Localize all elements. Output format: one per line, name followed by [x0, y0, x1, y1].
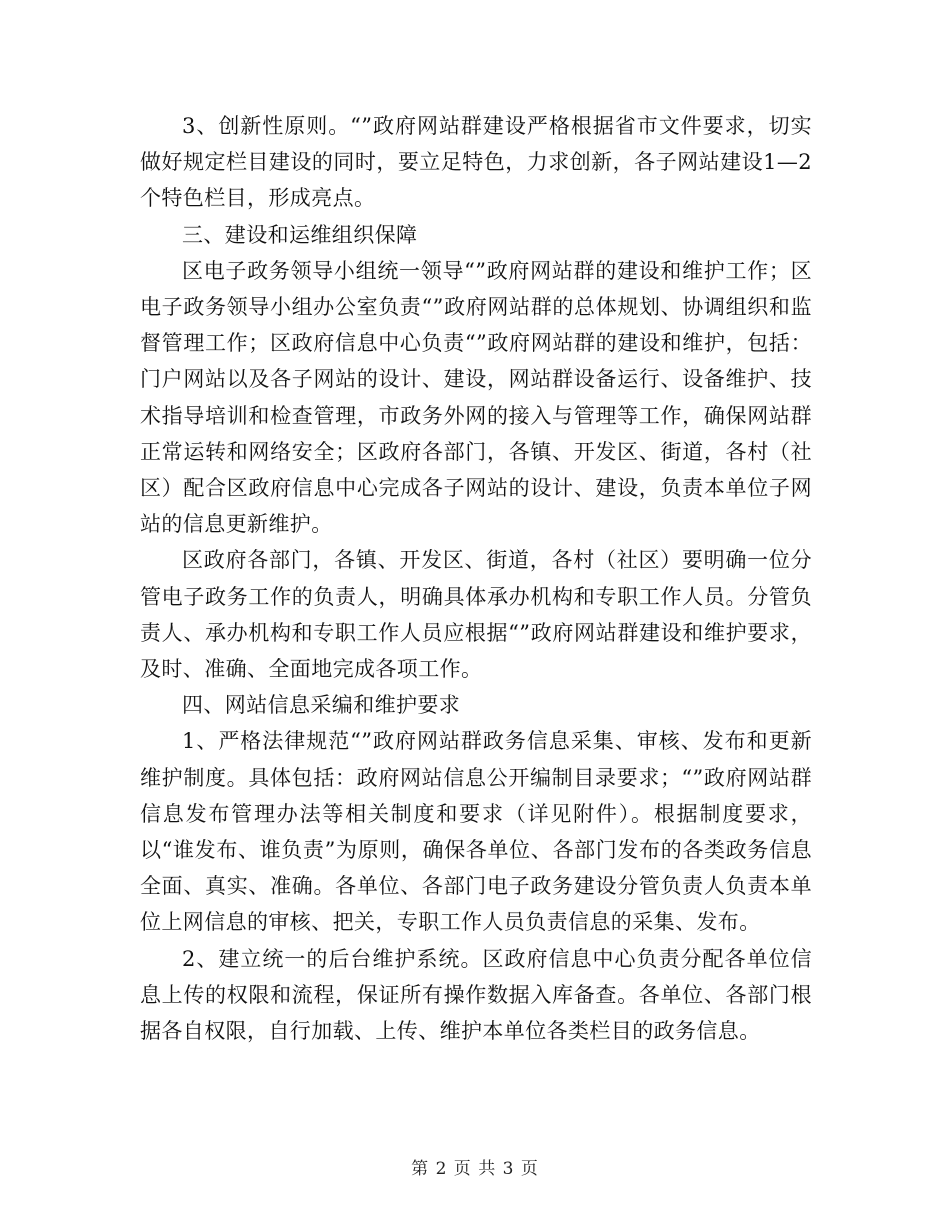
paragraph-organization-duties: 区电子政务领导小组统一领导“”政府网站群的建设和维护工作；区电子政务领导小组办公室负责“”政府网站群的总体规划、协调组织和监督管理工作；区政府信息中心负责“”政府网站群的建设和维护，包括：门户网站以及各子网站的设计、建设，网站群设备运行、设备维护、技术指导培训和检查管理，市政务外网的接入与管理等工作，确保网站群正常运转和网络安全；区政府各部门，各镇、开发区、街道，各村（社区）配合区政府信息中心完成各子网站的设计、建设，负责本单位子网站的信息更新维护。 [140, 258, 812, 537]
paragraph-backend-system: 2、建立统一的后台维护系统。区政府信息中心负责分配各单位信息上传的权限和流程，保证所有操作数据入库备查。各单位、各部门根据各自权限，自行加载、上传、维护本单位各类栏目的政务信息。 [140, 946, 812, 1044]
document-body [140, 108, 812, 1049]
paragraph-department-responsibility: 区政府各部门，各镇、开发区、街道，各村（社区）要明确一位分管电子政务工作的负责人，明确具体承办机构和专职工作人员。分管负责人、承办机构和专职工作人员应根据“”政府网站群建设和维护要求，及时、准确、全面地完成各项工作。 [140, 548, 812, 682]
paragraph-innovation-principle: 3、创新性原则。“”政府网站群建设严格根据省市文件要求，切实做好规定栏目建设的同时，要立足特色，力求创新，各子网站建设1—2个特色栏目，形成亮点。 [140, 114, 812, 211]
section-heading-3: 三、建设和运维组织保障 [182, 222, 418, 247]
page-number: 第 2 页 共 3 页 [411, 1159, 539, 1179]
paragraph-legal-standards: 1、严格法律规范“”政府网站群政务信息采集、审核、发布和更新维护制度。具体包括：政府网站信息公开编制目录要求；“”政府网站群信息发布管理办法等相关制度和要求（详见附件）。根据制度要求，以“谁发布、谁负责”为原则，确保各单位、各部门发布的各类政务信息全面、真实、准确。各单位、各部门电子政务建设分管负责人负责本单位上网信息的审核、把关，专职工作人员负责信息的采集、发布。 [140, 729, 812, 935]
section-heading-4: 四、网站信息采编和维护要求 [182, 693, 461, 718]
